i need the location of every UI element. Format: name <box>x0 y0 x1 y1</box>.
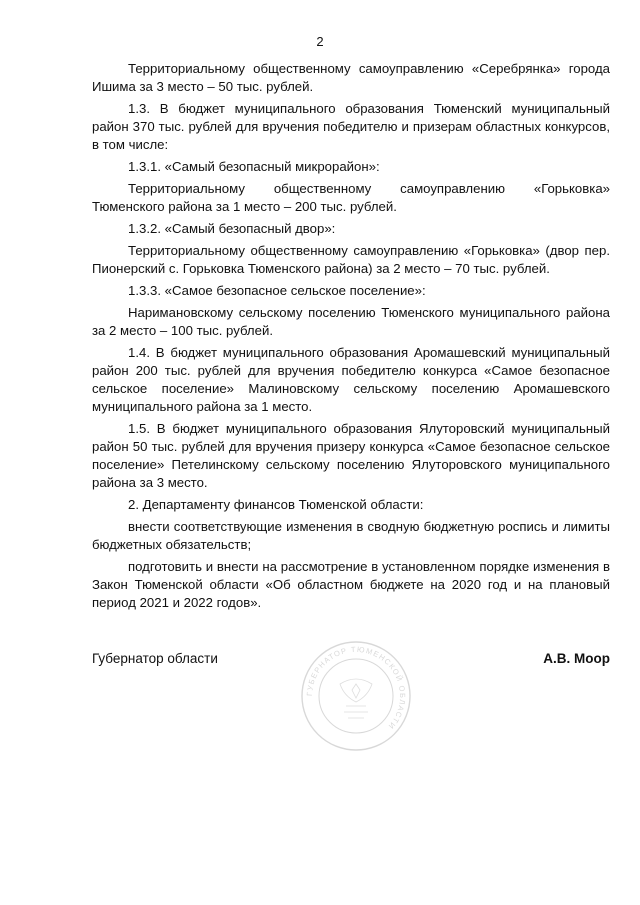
signatory-name: А.В. Моор <box>543 651 610 666</box>
page-number: 2 <box>316 34 324 49</box>
paragraph: Территориальному общественному самоуправлению «Горьковка» Тюменского района за 1 место – 200 тыс. рублей. <box>92 181 610 214</box>
paragraph: 1.4. В бюджет муниципального образования Аромашевский муниципальный район 200 тыс. рублей для вручения победителю конкурса «Самое безопасное сельское поселение» Малиновскому сельскому поселению Аромашевского муниципального района за 1 место. <box>92 345 610 414</box>
paragraph: Территориальному общественному самоуправлению «Горьковка» (двор пер. Пионерский с. Горьковка Тюменского района) за 2 место – 70 тыс. рублей. <box>92 243 610 276</box>
official-seal <box>300 640 412 752</box>
paragraph: внести соответствующие изменения в сводную бюджетную роспись и лимиты бюджетных обязательств; <box>92 519 610 552</box>
document-body <box>92 60 610 616</box>
paragraph: Территориальному общественному самоуправлению «Серебрянка» города Ишима за 3 место – 50 тыс. рублей. <box>92 61 610 94</box>
seal-emblem <box>340 679 372 718</box>
paragraph: 1.3.2. «Самый безопасный двор»: <box>128 221 336 236</box>
seal-outer-ring <box>302 642 410 750</box>
signatory-title: Губернатор области <box>92 651 218 666</box>
paragraph: 1.3.3. «Самое безопасное сельское поселение»: <box>128 283 426 298</box>
paragraph: 1.3. В бюджет муниципального образования Тюменский муниципальный район 370 тыс. рублей для вручения победителю и призерам областных конкурсов, в том числе: <box>92 101 610 152</box>
paragraph: подготовить и внести на рассмотрение в установленном порядке изменения в Закон Тюменской области «Об областном бюджете на 2020 год и на плановый период 2021 и 2022 годов». <box>92 559 610 610</box>
paragraph: Наримановскому сельскому поселению Тюменского муниципального района за 2 место – 100 тыс. рублей. <box>92 305 610 338</box>
seal-inner-ring <box>319 659 393 733</box>
paragraph: 1.5. В бюджет муниципального образования Ялуторовский муниципальный район 50 тыс. рублей для вручения призеру конкурса «Самое безопасное сельское поселение» Петелинскому сельскому поселению Ялуторовского муниципального района за 3 место. <box>92 421 610 490</box>
paragraph: 1.3.1. «Самый безопасный микрорайон»: <box>128 159 380 174</box>
seal-ring-text: ГУБЕРНАТОР ТЮМЕНСКОЙ ОБЛАСТИ <box>304 644 408 732</box>
paragraph: 2. Департаменту финансов Тюменской области: <box>128 497 424 512</box>
